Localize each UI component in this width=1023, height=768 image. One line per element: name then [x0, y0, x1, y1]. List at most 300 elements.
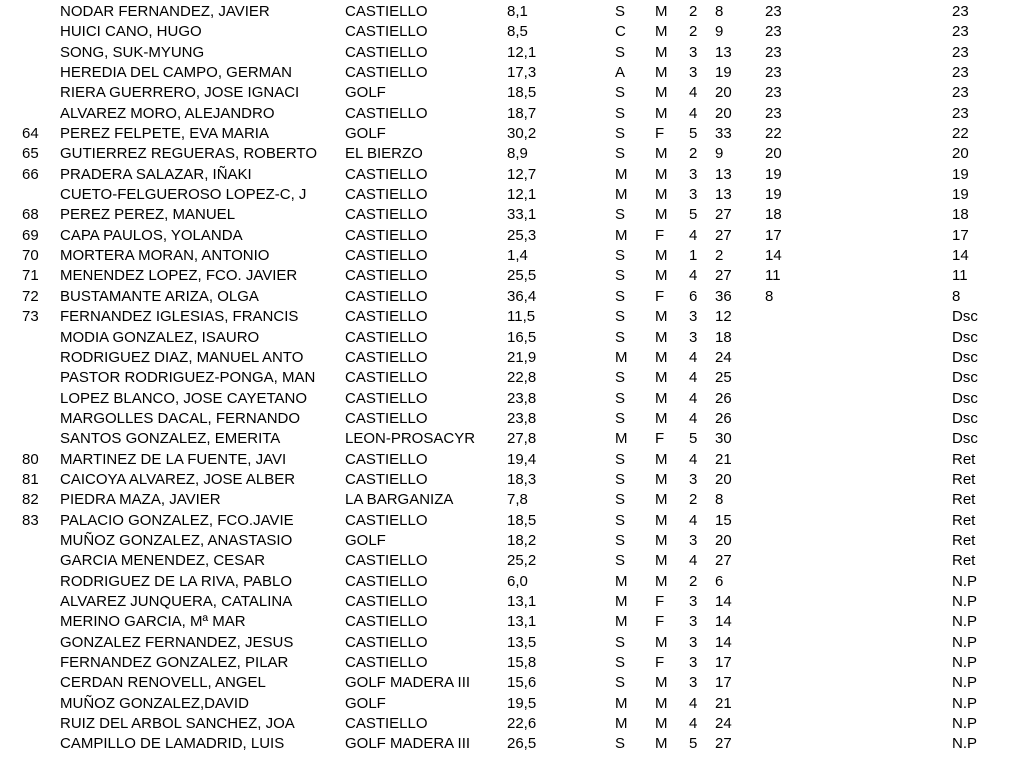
table-row: [0, 226, 1023, 246]
cell-points: 20: [765, 145, 782, 163]
cell-club: CASTIELLO: [345, 226, 428, 244]
cell-num-a: 1: [689, 247, 698, 265]
table-row: [0, 734, 1023, 754]
cell-points: [765, 734, 952, 754]
cell-points: 23: [765, 64, 782, 82]
cell-points: [765, 633, 952, 653]
cell-result: Dsc: [952, 328, 978, 346]
cell-handicap: 23,8: [507, 409, 537, 427]
cell-handicap: 22,8: [507, 369, 537, 387]
cell-points: [765, 714, 952, 734]
cell-category: S: [615, 267, 626, 285]
cell-player-name: PRADERA SALAZAR, IÑAKI: [60, 165, 252, 183]
cell-club: CASTIELLO: [345, 3, 428, 20]
table-row: [0, 389, 1023, 409]
cell-result: 14: [952, 247, 969, 265]
cell-gender: M: [655, 470, 668, 488]
cell-club: LEON-PROSACYR: [345, 430, 476, 448]
cell-club: CASTIELLO: [345, 450, 428, 468]
cell-num-b: 27: [715, 226, 732, 244]
cell-points: 19: [765, 186, 782, 204]
cell-num-b: 20: [715, 84, 732, 102]
cell-club: GOLF: [345, 694, 386, 712]
cell-player-name: HUICI CANO, HUGO: [60, 23, 202, 41]
cell-position: [0, 409, 60, 429]
cell-category: S: [615, 247, 626, 265]
cell-points: 17: [765, 226, 782, 244]
cell-position: [0, 694, 60, 714]
table-row: [0, 612, 1023, 632]
cell-result: 17: [952, 226, 969, 244]
cell-handicap: 17,3: [507, 64, 537, 82]
cell-handicap: 13,1: [507, 613, 537, 631]
cell-category: S: [615, 125, 626, 143]
cell-category: M: [615, 430, 628, 448]
cell-gender: M: [655, 206, 668, 224]
cell-handicap: 30,2: [507, 125, 537, 143]
cell-gender: M: [655, 694, 668, 712]
cell-position: 64: [22, 125, 39, 143]
table-row: [0, 653, 1023, 673]
cell-club: CASTIELLO: [345, 23, 428, 41]
table-row: [0, 287, 1023, 307]
cell-club: EL BIERZO: [345, 145, 423, 163]
cell-club: GOLF MADERA III: [345, 735, 471, 753]
cell-club: CASTIELLO: [345, 613, 428, 631]
cell-category: S: [615, 308, 626, 326]
cell-num-a: 4: [689, 389, 698, 407]
cell-player-name: ALVAREZ JUNQUERA, CATALINA: [60, 592, 293, 610]
cell-handicap: 12,1: [507, 43, 537, 61]
cell-handicap: 18,5: [507, 511, 537, 529]
cell-position: [0, 43, 60, 63]
table-row: [0, 63, 1023, 83]
cell-num-b: 27: [715, 267, 732, 285]
cell-position: 65: [22, 145, 39, 163]
cell-club: CASTIELLO: [345, 572, 428, 590]
cell-handicap: 15,8: [507, 654, 537, 671]
cell-num-b: 20: [715, 470, 732, 488]
cell-category: S: [615, 369, 626, 387]
cell-points: [765, 653, 952, 673]
cell-club: CASTIELLO: [345, 165, 428, 183]
cell-points: 22: [765, 125, 782, 143]
cell-position: [0, 653, 60, 673]
cell-handicap: 36,4: [507, 287, 537, 305]
cell-handicap: 25,5: [507, 267, 537, 285]
cell-category: M: [615, 694, 628, 712]
cell-points: 23: [765, 43, 782, 61]
cell-club: CASTIELLO: [345, 104, 428, 122]
cell-num-b: 20: [715, 104, 732, 122]
cell-category: M: [615, 186, 628, 204]
cell-result: N.P: [952, 694, 978, 712]
cell-num-b: 21: [715, 694, 732, 712]
cell-category: S: [615, 654, 626, 671]
cell-num-a: 3: [689, 328, 698, 346]
cell-category: S: [615, 287, 626, 305]
cell-club: CASTIELLO: [345, 592, 428, 610]
cell-num-a: 4: [689, 348, 698, 366]
cell-player-name: PIEDRA MAZA, JAVIER: [60, 491, 221, 509]
cell-num-b: 13: [715, 186, 732, 204]
cell-handicap: 7,8: [507, 491, 528, 509]
table-row: [0, 551, 1023, 571]
cell-category: S: [615, 104, 626, 122]
cell-num-a: 4: [689, 409, 698, 427]
cell-club: CASTIELLO: [345, 64, 428, 82]
cell-handicap: 15,6: [507, 674, 537, 692]
cell-num-a: 3: [689, 633, 698, 651]
cell-club: CASTIELLO: [345, 511, 428, 529]
cell-handicap: 8,1: [507, 3, 528, 20]
cell-gender: M: [655, 735, 668, 753]
table-row: [0, 490, 1023, 510]
cell-num-b: 24: [715, 348, 732, 366]
table-row: [0, 368, 1023, 388]
cell-num-a: 2: [689, 3, 698, 20]
table-row: [0, 328, 1023, 348]
cell-result: 11: [952, 267, 968, 285]
cell-position: [0, 185, 60, 205]
cell-result: Ret: [952, 450, 976, 468]
cell-gender: M: [655, 145, 668, 163]
cell-points: [765, 592, 952, 612]
cell-player-name: PASTOR RODRIGUEZ-PONGA, MAN: [60, 369, 316, 387]
cell-result: Dsc: [952, 308, 978, 326]
cell-num-a: 4: [689, 511, 698, 529]
cell-handicap: 33,1: [507, 206, 537, 224]
cell-points: [765, 348, 952, 368]
cell-points: [765, 409, 952, 429]
cell-position: [0, 63, 60, 83]
cell-gender: M: [655, 450, 668, 468]
cell-player-name: NODAR FERNANDEZ, JAVIER: [60, 3, 270, 20]
cell-points: 23: [765, 23, 782, 41]
cell-num-a: 5: [689, 735, 698, 753]
cell-position: [0, 22, 60, 42]
cell-num-a: 3: [689, 64, 698, 82]
cell-player-name: CAMPILLO DE LAMADRID, LUIS: [60, 735, 285, 753]
cell-category: S: [615, 674, 626, 692]
cell-player-name: PEREZ PEREZ, MANUEL: [60, 206, 236, 224]
results-table: [0, 2, 1023, 755]
cell-gender: M: [655, 64, 668, 82]
cell-handicap: 18,2: [507, 531, 537, 549]
cell-result: Ret: [952, 552, 976, 570]
cell-position: 68: [22, 206, 39, 224]
cell-player-name: CERDAN RENOVELL, ANGEL: [60, 674, 266, 692]
cell-club: CASTIELLO: [345, 633, 428, 651]
cell-category: M: [615, 348, 628, 366]
table-row: [0, 104, 1023, 124]
table-row: [0, 307, 1023, 327]
cell-handicap: 19,5: [507, 694, 537, 712]
cell-result: N.P: [952, 572, 978, 590]
cell-category: M: [615, 226, 628, 244]
table-row: [0, 633, 1023, 653]
cell-num-b: 13: [715, 165, 732, 183]
cell-club: CASTIELLO: [345, 43, 428, 61]
cell-category: M: [615, 715, 628, 733]
cell-club: CASTIELLO: [345, 369, 428, 387]
cell-gender: M: [655, 715, 668, 733]
table-row: [0, 592, 1023, 612]
cell-category: M: [615, 572, 628, 590]
cell-player-name: GUTIERREZ REGUERAS, ROBERTO: [60, 145, 317, 163]
cell-num-a: 2: [689, 23, 698, 41]
table-row: [0, 185, 1023, 205]
cell-player-name: MUÑOZ GONZALEZ, ANASTASIO: [60, 531, 293, 549]
cell-position: [0, 734, 60, 754]
cell-result: 8: [952, 287, 961, 305]
cell-position: [0, 389, 60, 409]
cell-gender: M: [655, 674, 668, 692]
cell-category: M: [615, 613, 628, 631]
cell-player-name: MARGOLLES DACAL, FERNANDO: [60, 409, 301, 427]
cell-club: GOLF: [345, 531, 386, 549]
cell-player-name: SANTOS GONZALEZ, EMERITA: [60, 430, 281, 448]
cell-club: CASTIELLO: [345, 267, 428, 285]
cell-num-a: 3: [689, 308, 698, 326]
cell-num-b: 14: [715, 592, 732, 610]
cell-position: 69: [22, 226, 39, 244]
table-row: [0, 144, 1023, 164]
cell-player-name: MODIA GONZALEZ, ISAURO: [60, 328, 260, 346]
cell-category: S: [615, 3, 626, 20]
cell-num-a: 5: [689, 430, 698, 448]
cell-club: CASTIELLO: [345, 654, 428, 671]
cell-handicap: 27,8: [507, 430, 537, 448]
cell-points: 18: [765, 206, 782, 224]
cell-player-name: FERNANDEZ IGLESIAS, FRANCIS: [60, 308, 299, 326]
cell-num-b: 27: [715, 206, 732, 224]
cell-position: 73: [22, 308, 39, 326]
cell-num-a: 3: [689, 165, 698, 183]
cell-gender: M: [655, 3, 668, 20]
cell-handicap: 23,8: [507, 389, 537, 407]
cell-points: 11: [765, 267, 781, 285]
cell-gender: M: [655, 511, 668, 529]
cell-num-a: 3: [689, 186, 698, 204]
cell-result: N.P: [952, 592, 978, 610]
cell-points: [765, 328, 952, 348]
cell-handicap: 16,5: [507, 328, 537, 346]
cell-gender: M: [655, 267, 668, 285]
cell-player-name: MUÑOZ GONZALEZ,DAVID: [60, 694, 249, 712]
cell-num-a: 6: [689, 287, 698, 305]
table-row: [0, 124, 1023, 144]
cell-num-b: 26: [715, 389, 732, 407]
cell-player-name: SONG, SUK-MYUNG: [60, 43, 205, 61]
cell-points: [765, 307, 952, 327]
cell-num-a: 2: [689, 145, 698, 163]
cell-club: GOLF MADERA III: [345, 674, 471, 692]
cell-points: [765, 470, 952, 490]
cell-gender: M: [655, 165, 668, 183]
cell-position: [0, 633, 60, 653]
cell-num-a: 4: [689, 226, 698, 244]
cell-club: CASTIELLO: [345, 287, 428, 305]
cell-result: Ret: [952, 491, 976, 509]
cell-points: [765, 368, 952, 388]
cell-num-a: 4: [689, 552, 698, 570]
cell-position: 82: [22, 491, 39, 509]
cell-gender: M: [655, 552, 668, 570]
cell-position: 81: [22, 470, 39, 488]
cell-category: S: [615, 409, 626, 427]
cell-result: 23: [952, 64, 969, 82]
cell-result: 20: [952, 145, 969, 163]
cell-club: CASTIELLO: [345, 308, 428, 326]
cell-gender: F: [655, 287, 665, 305]
cell-num-b: 14: [715, 613, 732, 631]
cell-category: S: [615, 552, 626, 570]
cell-gender: F: [655, 654, 665, 671]
cell-result: 23: [952, 43, 969, 61]
table-row: [0, 165, 1023, 185]
cell-num-a: 4: [689, 267, 698, 285]
cell-num-b: 8: [715, 3, 724, 20]
cell-category: S: [615, 511, 626, 529]
cell-num-a: 3: [689, 592, 698, 610]
cell-handicap: 18,7: [507, 104, 537, 122]
table-row: [0, 694, 1023, 714]
cell-handicap: 18,3: [507, 470, 537, 488]
cell-num-b: 26: [715, 409, 732, 427]
cell-club: CASTIELLO: [345, 247, 428, 265]
cell-num-b: 21: [715, 450, 732, 468]
cell-position: 80: [22, 450, 39, 468]
cell-result: 22: [952, 125, 969, 143]
cell-club: CASTIELLO: [345, 409, 428, 427]
cell-position: [0, 612, 60, 632]
cell-points: [765, 389, 952, 409]
cell-result: Dsc: [952, 389, 978, 407]
cell-club: CASTIELLO: [345, 328, 428, 346]
cell-num-a: 3: [689, 613, 698, 631]
cell-category: S: [615, 735, 626, 753]
cell-handicap: 18,5: [507, 84, 537, 102]
cell-club: LA BARGANIZA: [345, 491, 454, 509]
cell-player-name: CAICOYA ALVAREZ, JOSE ALBER: [60, 470, 296, 488]
cell-num-b: 6: [715, 572, 724, 590]
cell-gender: M: [655, 186, 668, 204]
cell-position: [0, 104, 60, 124]
cell-position: 72: [22, 287, 39, 305]
cell-gender: M: [655, 633, 668, 651]
cell-player-name: MORTERA MORAN, ANTONIO: [60, 247, 270, 265]
cell-gender: M: [655, 104, 668, 122]
cell-num-b: 27: [715, 735, 732, 753]
cell-gender: M: [655, 531, 668, 549]
cell-result: Ret: [952, 531, 976, 549]
cell-result: Dsc: [952, 430, 978, 448]
cell-handicap: 6,0: [507, 572, 528, 590]
cell-player-name: CAPA PAULOS, YOLANDA: [60, 226, 243, 244]
cell-num-b: 8: [715, 491, 724, 509]
cell-position: [0, 429, 60, 449]
cell-player-name: MERINO GARCIA, Mª MAR: [60, 613, 246, 631]
cell-gender: F: [655, 613, 665, 631]
table-row: [0, 205, 1023, 225]
cell-handicap: 25,3: [507, 226, 537, 244]
cell-num-b: 12: [715, 308, 732, 326]
table-row: [0, 2, 1023, 22]
cell-club: CASTIELLO: [345, 389, 428, 407]
cell-category: S: [615, 531, 626, 549]
cell-position: [0, 83, 60, 103]
table-row: [0, 43, 1023, 63]
cell-club: GOLF: [345, 125, 386, 143]
cell-club: CASTIELLO: [345, 186, 428, 204]
cell-points: [765, 450, 952, 470]
cell-gender: F: [655, 226, 665, 244]
cell-player-name: RODRIGUEZ DE LA RIVA, PABLO: [60, 572, 293, 590]
cell-gender: F: [655, 430, 665, 448]
cell-position: [0, 592, 60, 612]
cell-category: S: [615, 470, 626, 488]
cell-result: 19: [952, 186, 969, 204]
cell-position: [0, 328, 60, 348]
cell-num-b: 33: [715, 125, 732, 143]
cell-player-name: LOPEZ BLANCO, JOSE CAYETANO: [60, 389, 308, 407]
cell-gender: M: [655, 43, 668, 61]
cell-handicap: 12,7: [507, 165, 537, 183]
cell-num-b: 25: [715, 369, 732, 387]
cell-result: N.P: [952, 715, 978, 733]
cell-gender: M: [655, 247, 668, 265]
cell-player-name: RUIZ DEL ARBOL SANCHEZ, JOA: [60, 715, 295, 733]
cell-points: [765, 511, 952, 531]
table-row: [0, 470, 1023, 490]
cell-category: S: [615, 84, 626, 102]
cell-num-a: 4: [689, 369, 698, 387]
cell-player-name: RIERA GUERRERO, JOSE IGNACI: [60, 84, 300, 102]
table-row: [0, 429, 1023, 449]
cell-category: S: [615, 206, 626, 224]
cell-position: [0, 531, 60, 551]
cell-result: N.P: [952, 633, 978, 651]
cell-num-a: 3: [689, 470, 698, 488]
cell-handicap: 21,9: [507, 348, 537, 366]
cell-num-b: 36: [715, 287, 732, 305]
cell-gender: M: [655, 572, 668, 590]
cell-handicap: 12,1: [507, 186, 537, 204]
cell-result: 23: [952, 104, 969, 122]
cell-num-b: 14: [715, 633, 732, 651]
cell-num-a: 4: [689, 450, 698, 468]
cell-player-name: MENENDEZ LOPEZ, FCO. JAVIER: [60, 267, 298, 285]
table-row: [0, 450, 1023, 470]
cell-category: S: [615, 389, 626, 407]
table-row: [0, 409, 1023, 429]
cell-position: [0, 714, 60, 734]
cell-num-b: 17: [715, 654, 732, 671]
cell-points: [765, 572, 952, 592]
cell-position: 71: [22, 267, 39, 285]
cell-category: S: [615, 328, 626, 346]
cell-result: Ret: [952, 511, 976, 529]
cell-player-name: PEREZ FELPETE, EVA MARIA: [60, 125, 269, 143]
cell-num-b: 19: [715, 64, 732, 82]
cell-category: M: [615, 165, 628, 183]
cell-points: [765, 694, 952, 714]
cell-result: Dsc: [952, 409, 978, 427]
cell-club: CASTIELLO: [345, 552, 428, 570]
cell-num-a: 4: [689, 84, 698, 102]
cell-num-b: 9: [715, 23, 724, 41]
